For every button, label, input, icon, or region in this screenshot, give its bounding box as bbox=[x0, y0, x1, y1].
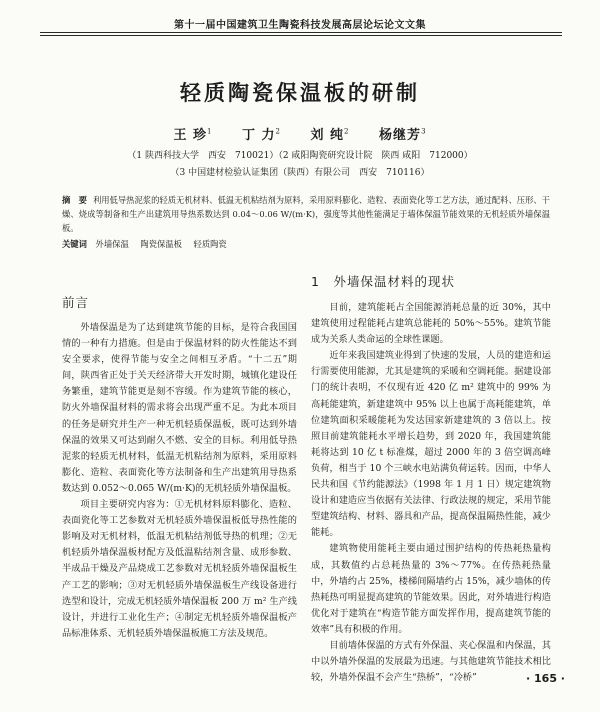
header-rule-top bbox=[40, 32, 562, 33]
paragraph: 建筑物使用能耗主要由通过围护结构的传热耗热量构成，其数值约占总耗热量的 3%～77%。在传热耗热量中，外墙约占 25%，楼梯间隔墙约占 15%，减少墙体的传热耗热可明显提高建筑的节能效果。因此，对外墙进行构造优化对于建筑在“构造节能方面发挥作用，提高建筑节能的效率”具有积极的作用。 bbox=[311, 543, 551, 635]
abstract-text: 利用低导热泥浆的轻质无机材料、低温无机粘结剂为原料，采用原料膨化、造粒、表面瓷化等工艺方法，通过配料、压形、干燥、烧成等制备和生产出建筑用导热系数达到 0.04～0.06 W/(m·K)，强度等其他性能满足于墙体保温节能效果的无机轻质外墙保温板。 bbox=[62, 195, 550, 233]
right-column bbox=[311, 300, 551, 686]
keywords-label: 关键词 bbox=[62, 239, 87, 249]
running-head: 第十一届中国建筑卫生陶瓷科技发展高层论坛论文文集 bbox=[174, 20, 426, 31]
keyword: 轻质陶瓷 bbox=[193, 239, 227, 249]
section-heading-1: 1 外墙保温材料的现状 bbox=[311, 274, 455, 289]
header-rule-bottom bbox=[40, 35, 562, 36]
keywords bbox=[62, 238, 550, 250]
paragraph: 近年来我国建筑业得到了快速的发展，人员的建造和运行需要使用能源，尤其是建筑的采暖和空调耗能。据建设部门的统计表明，不仅现有近 420 亿 m² 建筑中的 99% 为高耗能建筑，新建建筑中 95% 以上也属于高耗能建筑，单位建筑面积采暖能耗为发达国家新建建筑的 3 倍以上。按照目前建筑能耗水平增长趋势，到 2020 年，我国建筑能耗将达到 10 亿 t 标准煤，超过 2000 年的 3 倍空调高峰负荷，相当于 10 个三峡水电站满负荷运转。因而，中华人民共和国《节约能源法》（1998 年 1 月 1 日）规定建筑物设计和建造应当依据有关法律、行政法规的规定，采用节能型建筑结构、材料、器具和产品，提高保温隔热性能，减少能耗。 bbox=[311, 350, 551, 539]
abstract-label: 摘 要 bbox=[62, 195, 87, 205]
affiliation-line: （1 陕西科技大学 西安 710021）（2 咸阳陶瓷研究设计院 陕西 咸阳 712000） bbox=[127, 151, 473, 161]
paragraph: 目前，建筑能耗占全国能源消耗总量的近 30%，其中建筑使用过程能耗占建筑总能耗的 50%～55%。建筑节能成为关系人类命运的全球性课题。 bbox=[311, 302, 551, 346]
section-heading-preface: 前言 bbox=[62, 295, 90, 310]
paper-title: 轻质陶瓷保温板的研制 bbox=[180, 81, 420, 105]
paragraph: 目前墙体保温的方式有外保温、夹心保温和内保温，其中以外墙外保温的发展最为迅速。与其他建筑节能技术相比较，外墙外保温不会产生“热桥”，“冷桥” bbox=[311, 639, 551, 684]
keyword: 陶瓷保温板 bbox=[140, 239, 182, 249]
author-list bbox=[0, 124, 600, 143]
paragraph: 项目主要研究内容为：①无机材料原料膨化、造粒、表面瓷化等工艺参数对无机轻质外墙保温板低导热性能的影响及对无机材料，低温无机粘结剂低导热的机理；②无机轻质外墙保温板材配方及低温粘结剂含量、成形参数、半成品干燥及产品烧成工艺参数对无机轻质外墙保温板生产工艺的影响；③对无机轻质外墙保温板生产线设备进行选型和设计，完成无机轻质外墙保温板 200 万 m² 生产线设计，并进行工业化生产；④制定无机轻质外墙保温板产品标准体系、无机轻质外墙保温板施工方法及规范。 bbox=[62, 499, 297, 639]
affiliation-line: （3 中国建材检验认证集团（陕西）有限公司 西安 710116） bbox=[170, 168, 430, 178]
left-column bbox=[62, 320, 297, 642]
author: 王 珍$^1$ bbox=[173, 127, 213, 143]
author: 杨继芳$^3$ bbox=[379, 127, 427, 143]
page-number: · 165 · bbox=[526, 672, 565, 685]
author: 刘 纯$^2$ bbox=[310, 127, 350, 143]
paragraph: 外墙保温是为了达到建筑节能的目标，是符合我国国情的一种有力措施。但是由于保温材料的防火性能达不到安全要求，使得节能与安全之间相互矛盾。“十二五”期间，陕西省正处于关天经济带大开发时期，城镇化建设任务繁重，建筑节能更是刻不容缓。作为建筑节能的核心，防火外墙保温材料的需求将会出现严重不足。为此本项目的任务是研究并生产一种无机轻质保温板，既可达到外墙保温的效果又可达到耐久不燃、安全的目标。利用低导热泥浆的轻质无机材料，低温无机粘结剂为原料，采用原料膨化、造粒、表面瓷化等方法制备和生产出建筑用导热系数达到 0.052～0.065 W/(m·K)的无机轻质外墙保温板。 bbox=[62, 322, 297, 494]
abstract bbox=[62, 193, 550, 235]
keyword: 外墙保温 bbox=[95, 239, 129, 249]
author: 丁 力$^2$ bbox=[241, 127, 281, 143]
